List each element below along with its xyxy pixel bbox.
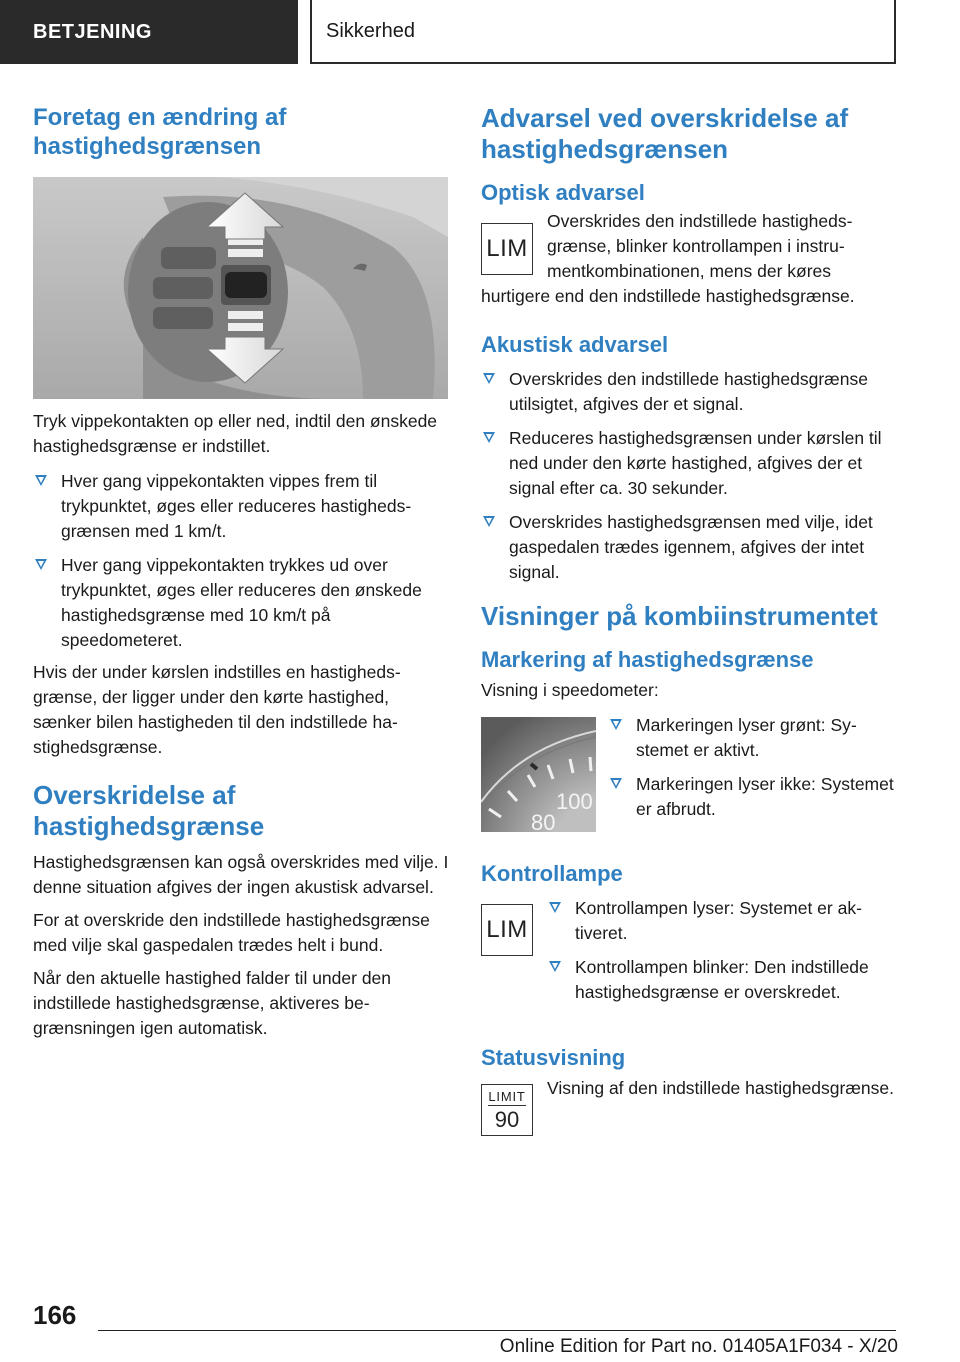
marking-block	[481, 717, 897, 832]
triangle-bullet-icon	[549, 961, 561, 972]
heading-change-limit: Foretag en ændring af hastighedsgrænsen	[33, 104, 287, 160]
list-item: Hver gang vippekontakten trykkes ud over trykpunktet, øges eller reduceres den ønskede hastighedsgrænse med 10 km/t på speedometeret.	[33, 553, 449, 653]
marking-intro: Visning i speedometer:	[481, 680, 659, 700]
list-item: Overskrides hastighedsgrænsen med vilje, idet gaspedalen trædes igennem, afgives der intet signal.	[481, 510, 897, 585]
heading-limit-marking: Markering af hastighedsgrænse	[481, 647, 814, 672]
adjust-bullets	[33, 469, 449, 653]
speedometer-illustration	[481, 717, 596, 832]
footer-divider	[98, 1330, 896, 1331]
triangle-bullet-icon	[483, 432, 495, 443]
list-item: Markeringen lyser grønt: Systemet er aktivt.	[608, 713, 897, 763]
limit-90-icon: LIMIT 90	[481, 1084, 533, 1136]
heading-optical-warning: Optisk advarsel	[481, 180, 645, 205]
rocker-switch-illustration	[33, 177, 448, 399]
section-label: BETJENING	[33, 20, 152, 43]
speedo-label-80: 80	[531, 810, 556, 832]
optical-warning-block	[481, 209, 897, 309]
exceed-paragraph-2: For at overskride den indstillede hastighedsgrænse med vilje skal gaspedalen trædes helt i bund.	[33, 910, 430, 955]
optical-warning-text: Overskrides den indstillede hastighedsgrænse, blinker kontrollampen i instrumentkombinationen, mens der køres	[547, 211, 853, 281]
list-item: Kontrollampen lyser: Systemet er aktiveret.	[547, 896, 897, 946]
indicator-lamp-bullets	[547, 896, 897, 1014]
speed-reduction-paragraph: Hvis der under kørslen indstilles en hastighedsgrænse, der ligger under den kørte hastighed, sænker bilen hastigheden til den indstillede hastighedsgrænse.	[33, 662, 401, 757]
heading-warning: Advarsel ved overskridelse af hastighedsgrænsen	[481, 103, 849, 164]
list-item: Hver gang vippekontakten vippes frem til trykpunktet, øges eller reduceres hastighedsgrænsen med 1 km/t.	[33, 469, 449, 544]
status-block	[481, 1076, 897, 1136]
chapter-label: Sikkerhed	[326, 19, 415, 42]
triangle-bullet-icon	[35, 475, 47, 486]
section-tab	[0, 0, 298, 64]
triangle-bullet-icon	[483, 373, 495, 384]
page-number: 166	[33, 1300, 77, 1330]
chapter-tab	[310, 0, 896, 64]
marking-bullets	[608, 713, 897, 832]
lim-indicator-icon: LIM	[481, 223, 533, 275]
heading-indicator-lamp: Kontrollampe	[481, 861, 623, 886]
exceed-paragraph-1: Hastighedsgrænsen kan også overskrides med vilje. I denne situation afgives der ingen akustisk advarsel.	[33, 852, 449, 897]
left-column	[33, 100, 449, 1041]
heading-status-display: Statusvisning	[481, 1045, 626, 1070]
intro-paragraph: Tryk vippekontakten op eller ned, indtil den ønskede hastighedsgrænse er indstillet.	[33, 411, 438, 456]
heading-acoustic-warning: Akustisk advarsel	[481, 332, 669, 357]
lim-indicator-icon: LIM	[481, 904, 533, 956]
steering-wheel-photo	[33, 177, 448, 399]
triangle-bullet-icon	[549, 902, 561, 913]
optical-warning-text-cont: hurtigere end den indstillede hastighedsgrænse.	[481, 286, 855, 306]
status-text: Visning af den indstillede hastighedsgrænse.	[547, 1078, 894, 1098]
heading-displays: Visninger på kombiinstrumentet	[481, 601, 878, 631]
edition-text: Online Edition for Part no. 01405A1F034 - X/20	[499, 1336, 898, 1357]
triangle-bullet-icon	[610, 778, 622, 789]
exceed-paragraph-3: Når den aktuelle hastighed falder til under den indstillede hastighedsgrænse, aktiveres begrænsningen igen automatisk.	[33, 968, 392, 1038]
acoustic-bullets	[481, 367, 897, 585]
heading-exceed-limit: Overskridelse af hastighedsgrænse	[33, 780, 265, 841]
speedometer-photo	[481, 717, 596, 832]
list-item: Reduceres hastighedsgrænsen under kørslen til ned under den kørte hastighed, afgives der et signal efter ca. 30 sekunder.	[481, 426, 897, 501]
list-item: Markeringen lyser ikke: Systemet er afbrudt.	[608, 772, 897, 822]
list-item: Overskrides den indstillede hastighedsgrænse utilsigtet, afgives der et signal.	[481, 367, 897, 417]
triangle-bullet-icon	[483, 516, 495, 527]
triangle-bullet-icon	[35, 559, 47, 570]
indicator-lamp-block	[481, 900, 897, 1014]
triangle-bullet-icon	[610, 719, 622, 730]
right-column	[481, 100, 897, 1136]
list-item: Kontrollampen blinker: Den indstillede hastighedsgrænse er overskredet.	[547, 955, 897, 1005]
speedo-label-100: 100	[556, 789, 593, 814]
